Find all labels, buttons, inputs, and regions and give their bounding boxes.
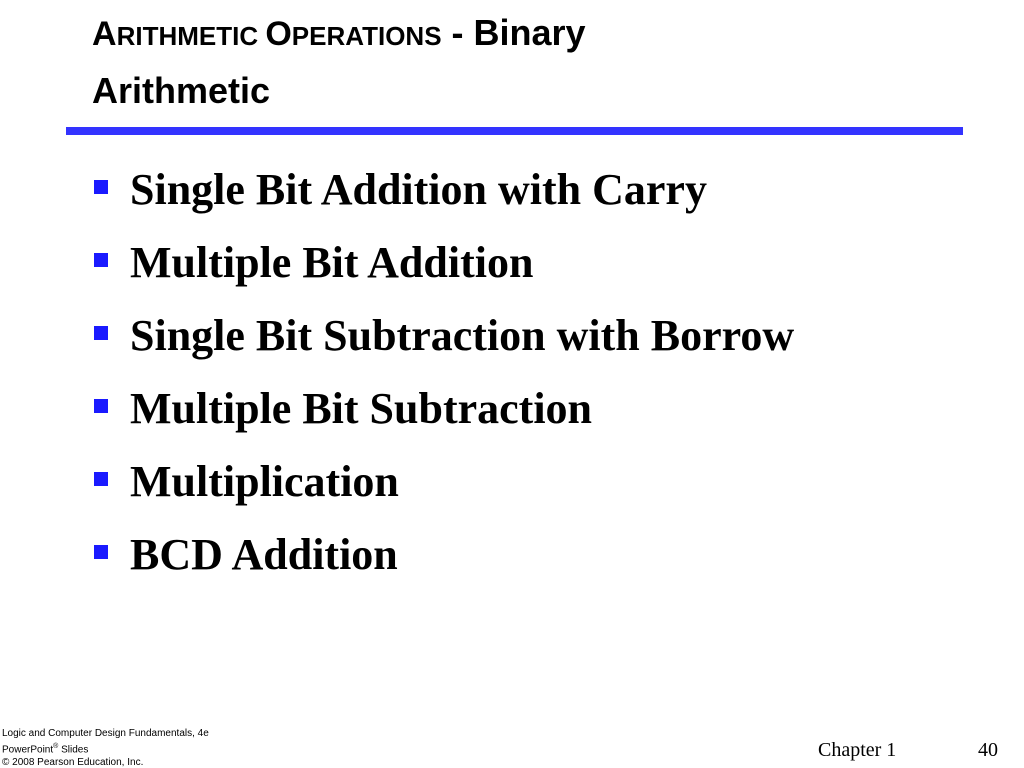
- bullet-item: [94, 226, 794, 299]
- square-bullet-icon: [94, 472, 108, 486]
- title-smallcaps-2: PERATIONS: [291, 21, 442, 51]
- title-divider: [66, 127, 963, 135]
- title-initial-o: O: [265, 15, 292, 53]
- bullet-text: Multiple Bit Subtraction: [130, 384, 593, 433]
- registered-mark: ®: [53, 743, 59, 750]
- square-bullet-icon: [94, 545, 108, 559]
- title-initial-a: A: [92, 15, 117, 53]
- slide-title: [92, 8, 952, 116]
- footer-book-title: Logic and Computer Design Fundamentals, 4e: [2, 728, 209, 739]
- bullet-item: [94, 445, 794, 518]
- bullet-item: [94, 372, 794, 445]
- title-smallcaps-1: RITHMETIC: [116, 21, 266, 51]
- bullet-text: Multiplication: [130, 457, 399, 506]
- footer-copyright: © 2008 Pearson Education, Inc.: [2, 757, 144, 768]
- footer-chapter: Chapter 1: [818, 739, 897, 761]
- bullet-item: [94, 299, 794, 372]
- footer-slides-label: [2, 740, 209, 756]
- bullet-list: [94, 153, 794, 591]
- bullet-text: Multiple Bit Addition: [130, 238, 534, 287]
- title-suffix: - Binary: [441, 12, 586, 53]
- title-line-2: Arithmetic: [92, 70, 271, 111]
- bullet-text: Single Bit Addition with Carry: [130, 165, 707, 214]
- bullet-text: BCD Addition: [130, 530, 398, 579]
- square-bullet-icon: [94, 399, 108, 413]
- footer-book-info: [2, 727, 209, 768]
- square-bullet-icon: [94, 180, 108, 194]
- footer-slides: Slides: [58, 744, 89, 756]
- bullet-item: [94, 518, 794, 591]
- bullet-text: Single Bit Subtraction with Borrow: [130, 311, 795, 360]
- footer-powerpoint: PowerPoint: [2, 744, 54, 756]
- square-bullet-icon: [94, 326, 108, 340]
- bullet-item: [94, 153, 794, 226]
- page-number: 40: [978, 739, 998, 761]
- square-bullet-icon: [94, 253, 108, 267]
